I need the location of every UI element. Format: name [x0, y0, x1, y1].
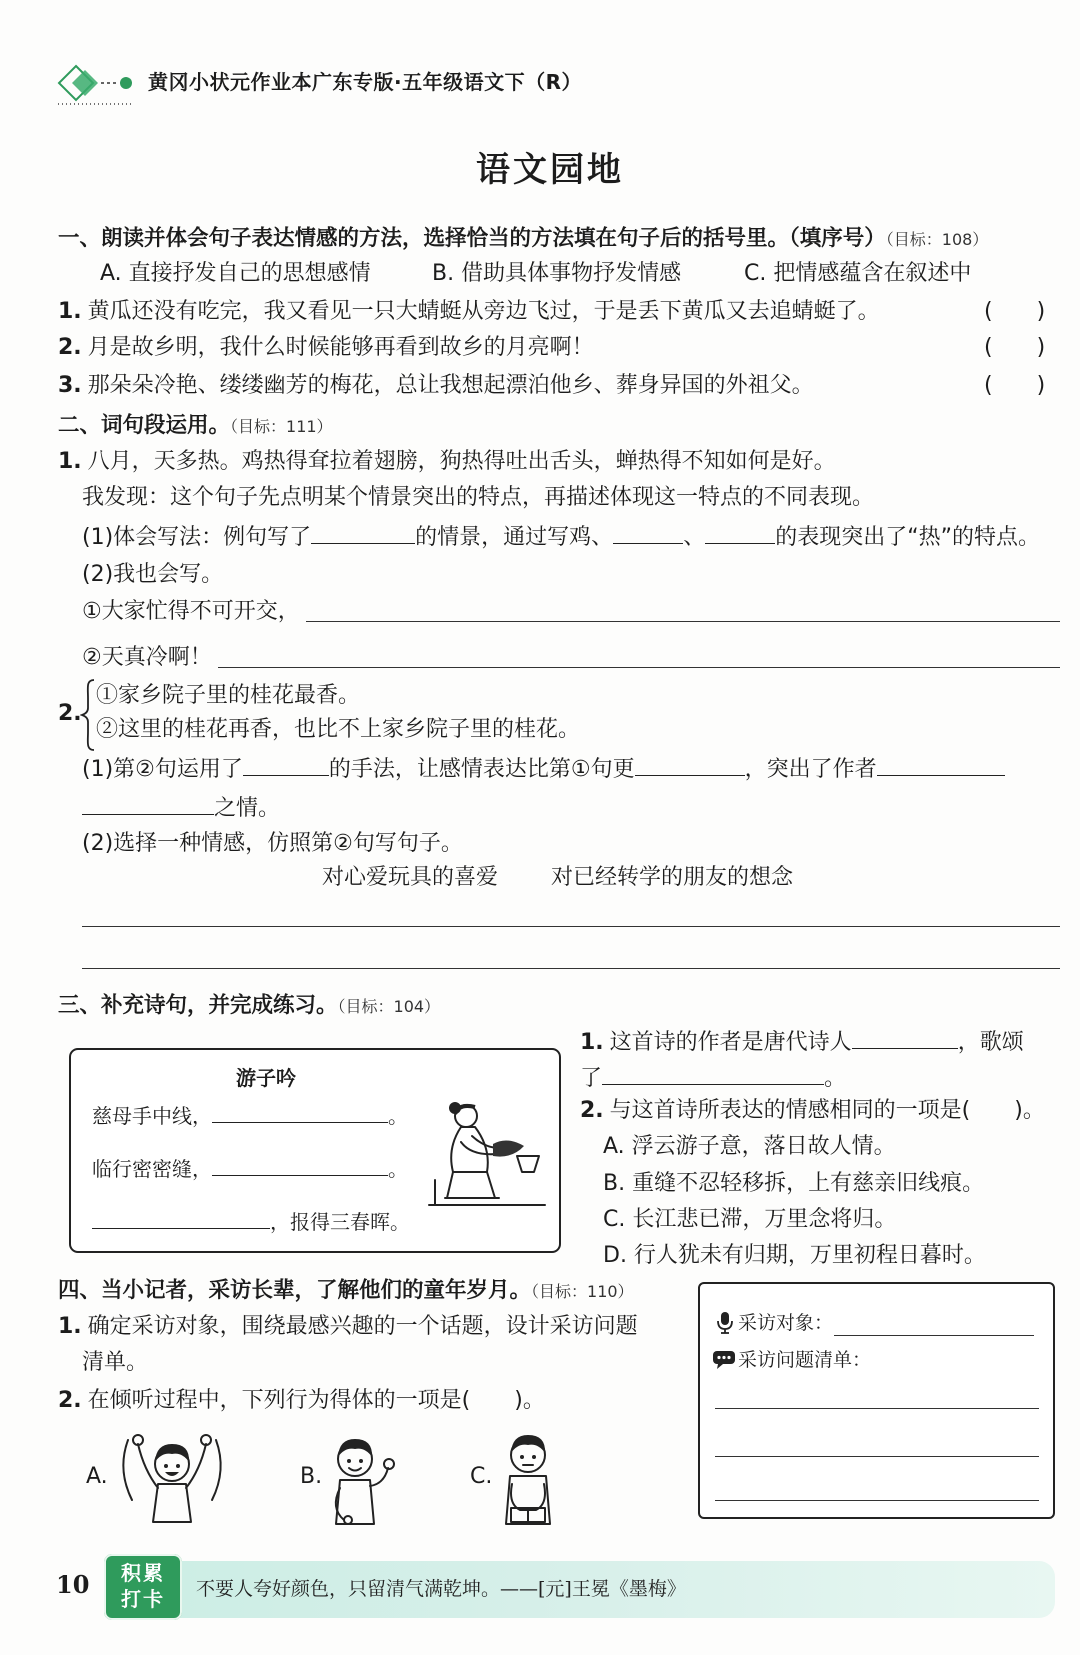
section-heading-text: 二、词句段运用。 [58, 413, 231, 438]
question-number: 3. [58, 373, 82, 398]
choice-label-c: C. [470, 1464, 493, 1489]
answer-blank [92, 1210, 270, 1229]
question-text: ，歌颂 [957, 1030, 1024, 1055]
section-2-heading [58, 413, 333, 440]
question-text: 确定采访对象，围绕最感兴趣的一个话题，设计采访问题 [87, 1314, 638, 1339]
question-text: (1)体会写法：例句写了 [82, 525, 312, 550]
poem-line-3 [92, 1210, 410, 1234]
floor [429, 1180, 545, 1205]
question-text: 月是故乡明，我什么时候能够再看到故乡的月亮啊！ [87, 335, 594, 360]
section-3-heading [58, 993, 440, 1020]
section-4-heading [58, 1278, 634, 1305]
example-text: 八月，天多热。鸡热得耷拉着翅膀，狗热得吐出舌头，蝉热得不知如何是好。 [87, 449, 836, 474]
question-number: 2. [580, 1098, 604, 1123]
answer-line [715, 1500, 1039, 1501]
question-number: 1. [58, 449, 82, 474]
mother-figure [445, 1102, 499, 1198]
answer-line [715, 1456, 1039, 1457]
poem-line-2 [92, 1157, 408, 1181]
question-text: 黄瓜还没有吃完，我又看见一只大蜻蜓从旁边飞过，于是丢下黄瓜又去追蜻蜓了。 [87, 299, 880, 324]
compare-sentence-1: ①家乡院子里的桂花最香。 [96, 683, 361, 708]
poem-text: ，报得三春晖。 [270, 1210, 410, 1234]
section-heading-text: 三、补充诗句，并完成练习。 [58, 993, 338, 1018]
answer-line [218, 667, 1060, 668]
question-text: 。 [824, 1066, 847, 1091]
answer-blank [212, 1104, 388, 1123]
choice-b: B. 重缝不忍轻移拆，上有慈亲旧线痕。 [603, 1171, 985, 1196]
section-target: （目标：104） [337, 997, 441, 1016]
answer-blank [311, 523, 415, 544]
emotion-choice: 对心爱玩具的喜爱 [322, 865, 499, 890]
question-text: 的手法，让感情表达比第①句更 [328, 757, 635, 782]
answer-blank [82, 794, 214, 815]
question-text: 在倾听过程中，下列行为得体的一项是( )。 [87, 1388, 545, 1413]
answer-bracket: ( ) [984, 373, 1046, 398]
question-text: 的表现突出了“热”的特点。 [775, 525, 1040, 550]
answer-line [82, 926, 1060, 927]
curly-brace [80, 678, 96, 752]
question-number: 1. [580, 1030, 604, 1055]
interview-subject-label: 采访对象： [738, 1312, 834, 1334]
boy-waving-illustration [114, 1428, 230, 1528]
interview-task-cont: 清单。 [82, 1350, 149, 1375]
poem-title: 游子吟 [236, 1066, 296, 1090]
book-title: 黄冈小状元作业本广东专版·五年级语文下（R） [148, 70, 582, 94]
question-item [58, 335, 594, 361]
section-1-heading [58, 226, 988, 253]
answer-blank [602, 1064, 824, 1085]
section-heading-text: 四、当小记者，采访长辈，了解他们的童年岁月。 [58, 1278, 532, 1303]
question-text: ，突出了作者 [744, 757, 877, 782]
question-text: 了 [580, 1066, 603, 1091]
writing-method-question [82, 523, 1040, 551]
choice-d: D. 行人犹未有归期，万里初程日暮时。 [603, 1243, 986, 1268]
section-target: （目标：110） [531, 1282, 634, 1301]
question-number: 2. [58, 1388, 82, 1413]
answer-line [306, 621, 1060, 622]
cloth [493, 1140, 524, 1156]
section-heading-text: 一、朗读并体会句子表达情感的方法，选择恰当的方法填在句子后的括号里。（填序号） [58, 226, 886, 251]
boy-pointing-illustration [318, 1426, 404, 1530]
method-option-a: A. 直接抒发自己的思想感情 [100, 261, 371, 286]
answer-line [834, 1335, 1034, 1336]
microphone-icon [716, 1311, 734, 1335]
method-option-b: B. 借助具体事物抒发情感 [432, 261, 682, 286]
poem-text: 。 [388, 1157, 408, 1181]
mother-sewing-illustration [427, 1092, 549, 1208]
writing-prompt-2: ②天真冷啊！ [82, 645, 212, 670]
question-text: 之情。 [214, 796, 281, 821]
question-item [58, 299, 880, 325]
technique-question-cont [82, 794, 280, 822]
poem-text: 慈母手中线， [92, 1104, 212, 1128]
answer-bracket: ( ) [984, 335, 1046, 360]
interview-task [58, 1314, 638, 1340]
example-sentence [58, 449, 836, 475]
discovery-text: 我发现：这个句子先点明某个情景突出的特点，再描述体现这一特点的不同表现。 [82, 485, 875, 510]
question-item [58, 373, 814, 399]
question-text: 这首诗的作者是唐代诗人 [609, 1030, 852, 1055]
poem-text: 。 [388, 1104, 408, 1128]
question-text: 与这首诗所表达的情感相同的一项是( )。 [609, 1098, 1045, 1123]
footer-quote: 不要人夸好颜色，只留清气满乾坤。——[元]王冕《墨梅》 [196, 1578, 686, 1600]
compare-sentence-2: ②这里的桂花再香，也比不上家乡院子里的桂花。 [96, 717, 581, 742]
boy-listening-illustration [492, 1424, 564, 1530]
author-question [580, 1028, 1024, 1056]
author-question-cont [580, 1064, 846, 1092]
choice-c: C. 长江悲已滞，万里念将归。 [603, 1207, 897, 1232]
listening-question [58, 1388, 545, 1414]
question-number: 1. [58, 1314, 82, 1339]
badge-line-2: 打卡 [121, 1587, 165, 1611]
writing-practice-prompt: (2)我也会写。 [82, 562, 224, 587]
question-number: 2. [58, 701, 82, 726]
question-number: 2. [58, 335, 82, 360]
question-text: 的情景，通过写鸡、 [415, 525, 614, 550]
emotion-match-question [580, 1098, 1045, 1124]
writing-prompt-1: ①大家忙得不可开交， [82, 599, 300, 624]
answer-line [82, 968, 1060, 969]
emotion-choice: 对已经转学的朋友的想念 [551, 865, 794, 890]
poem-line-1 [92, 1104, 408, 1128]
technique-question [82, 755, 1005, 783]
question-text: 那朵朵冷艳、缕缕幽芳的梅花，总让我想起漂泊他乡、葬身异国的外祖父。 [87, 373, 814, 398]
answer-blank [613, 523, 683, 544]
question-text: (1)第②句运用了 [82, 757, 243, 782]
imitation-prompt: (2)选择一种情感，仿照第②句写句子。 [82, 831, 463, 856]
answer-blank [243, 755, 329, 776]
answer-bracket: ( ) [984, 299, 1046, 324]
page-title: 语文园地 [476, 150, 624, 190]
poem-text: 临行密密缝， [92, 1157, 212, 1181]
badge-line-1: 积累 [121, 1561, 165, 1585]
diamond-logo-icon [56, 62, 136, 106]
interview-questions-label: 采访问题清单： [738, 1349, 872, 1371]
sewing-basket [517, 1156, 539, 1172]
answer-blank [212, 1157, 388, 1176]
speech-bubble-icon [712, 1350, 736, 1370]
answer-blank [635, 755, 745, 776]
section-target: （目标：108） [885, 230, 989, 249]
choice-label-a: A. [86, 1464, 108, 1489]
choice-a: A. 浮云游子意，落日故人情。 [603, 1134, 896, 1159]
method-option-c: C. 把情感蕴含在叙述中 [744, 261, 972, 286]
page-number: 10 [56, 1570, 90, 1599]
answer-line [715, 1408, 1039, 1409]
answer-blank [705, 523, 775, 544]
accumulate-badge [104, 1554, 182, 1620]
section-target: （目标：111） [230, 417, 333, 436]
answer-blank [877, 755, 1005, 776]
answer-blank [852, 1028, 958, 1049]
question-number: 1. [58, 299, 82, 324]
choice-label-b: B. [300, 1464, 323, 1489]
question-text: 、 [683, 525, 706, 550]
